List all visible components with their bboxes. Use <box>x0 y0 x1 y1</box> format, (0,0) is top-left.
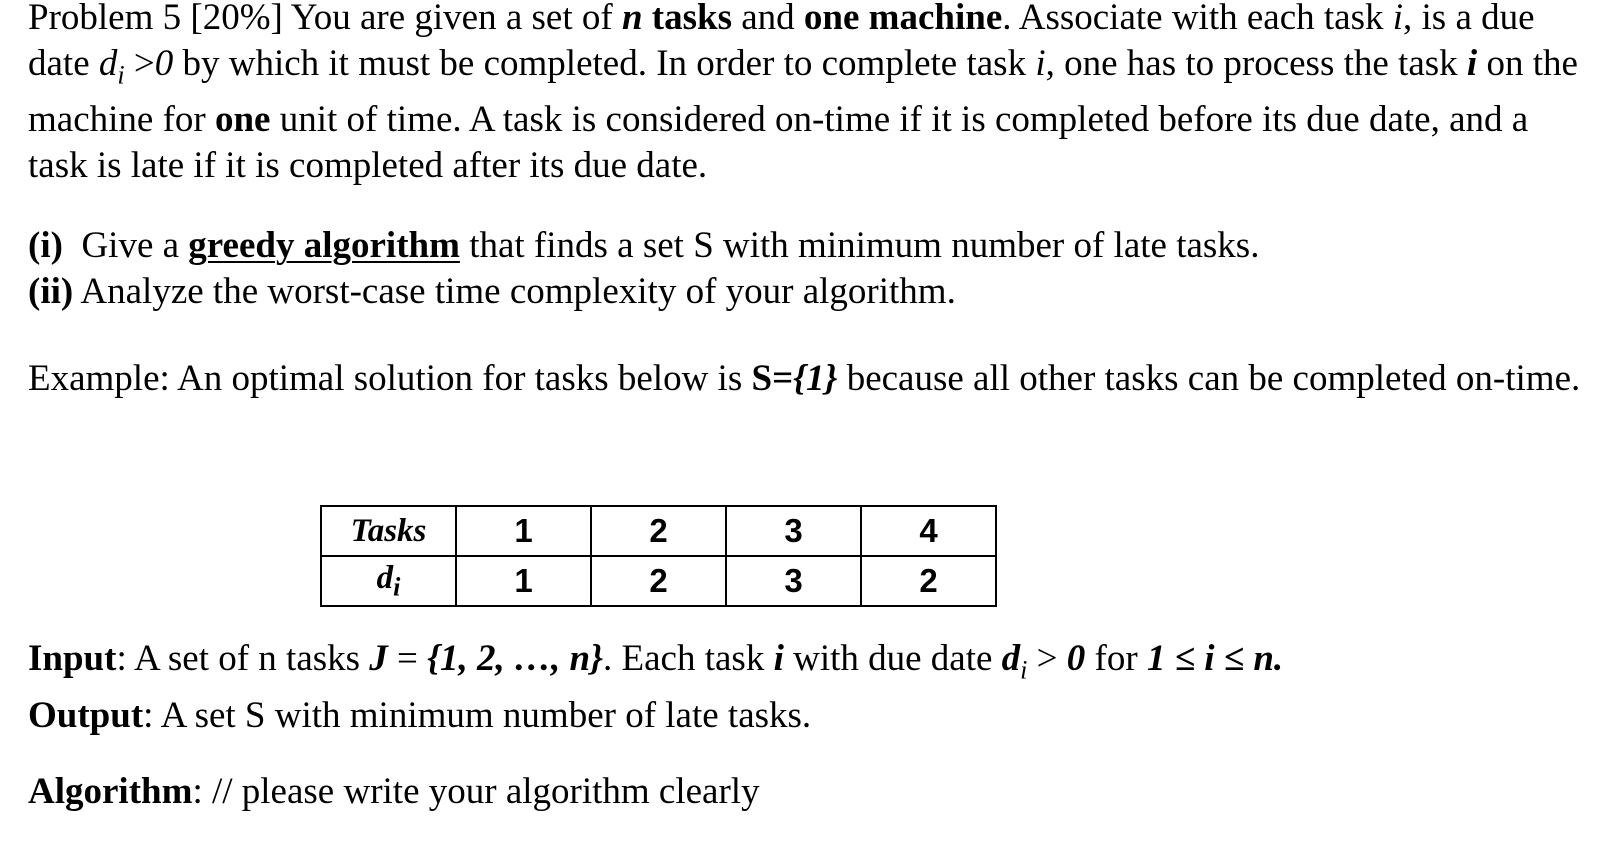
question-2-label: (ii) <box>28 270 74 312</box>
input-label: Input <box>28 638 117 679</box>
tasks-header: Tasks <box>321 506 456 556</box>
table-row <box>321 506 996 556</box>
table-cell: 2 <box>591 506 726 556</box>
algorithm-prompt: Algorithm: // please write your algorithm clearly <box>28 771 760 812</box>
table-cell: 3 <box>726 556 861 606</box>
due-date-header: $d_i$ <box>321 556 456 606</box>
table-cell: 3 <box>726 506 861 556</box>
problem-statement: Problem 5 [20%] You are given a set of n tasks and one machine. Associate with each task i, is a due date $d_i >0$ by which it must be completed. In order to complete task i, one has to process the task i on the machine for one unit of time. A task is considered on-time if it is completed before its due date, and a task is late if it is completed after its due date. <box>28 0 1588 186</box>
example-text: Example: An optimal solution for tasks below is S={1} because all other tasks can be completed on-time. <box>28 358 1581 399</box>
tasks-table <box>320 505 997 607</box>
table-cell: 1 <box>456 506 591 556</box>
algorithm-label: Algorithm <box>28 771 193 812</box>
table-row <box>321 556 996 606</box>
input-output: Input: A set of n tasks J = {1, 2, …, n}. Each task i with due date $d_i > 0$ for 1 ≤ i ≤ n. Output: A set S with minimum number of late tasks. <box>28 638 1284 736</box>
table-cell: 2 <box>591 556 726 606</box>
output-label: Output <box>28 694 144 736</box>
table-cell: 2 <box>861 556 996 606</box>
greedy-algorithm-emphasis: greedy algorithm <box>188 225 460 266</box>
table-cell: 1 <box>456 556 591 606</box>
questions: (i) Give a greedy algorithm that finds a set S with minimum number of late tasks. (ii) Analyze the worst-case time complexity of your algorithm. <box>28 225 1260 312</box>
table-cell: 4 <box>861 506 996 556</box>
question-1-label: (i) <box>28 225 63 266</box>
